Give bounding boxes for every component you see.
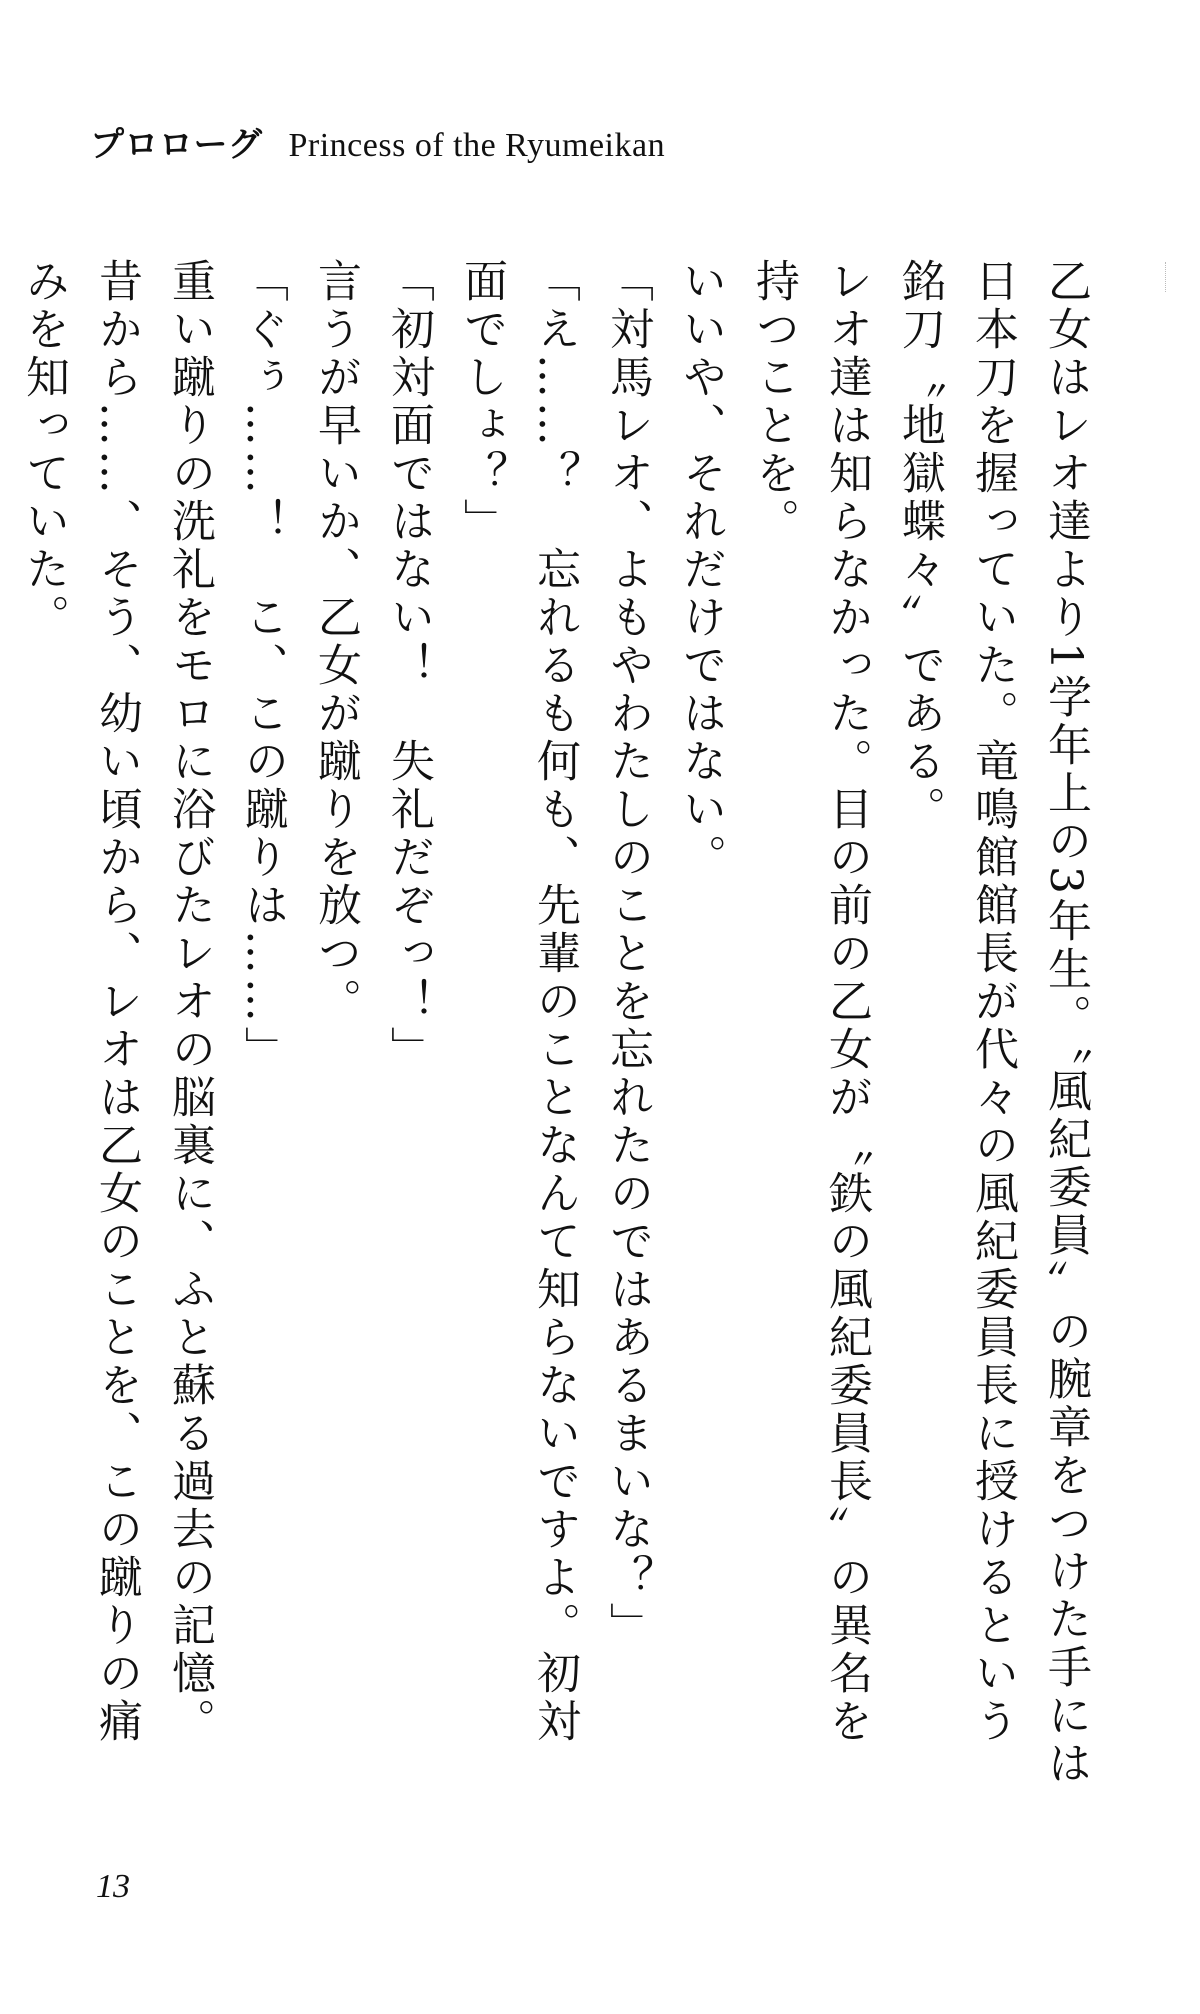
chapter-subtitle: Princess of the Ryumeikan: [288, 127, 666, 164]
running-header: [90, 125, 666, 165]
dialogue-line: [0, 258, 7, 1788]
paragraph: いいや、それだけではない。: [675, 258, 726, 882]
margin-mark: [1165, 262, 1176, 292]
paragraph: 言うが早いか、乙女が蹴りを放つ。: [310, 258, 361, 1026]
paragraph: レオ達は知らなかった。目の前の乙女が〝鉄の風紀委員長〟の異名を持つことを。: [748, 258, 872, 1746]
vertical-body-text: [18, 258, 1102, 1788]
chapter-label: プロローグ: [90, 125, 263, 165]
dialogue-line: 「対馬レオ、よもやわたしのことを忘れたのではあるまいな？」: [602, 258, 653, 1650]
paragraph: 昔から……、そう、幼い頃から、レオは乙女のことを、この蹴りの痛みを知っていた。: [18, 258, 142, 1746]
dialogue-line: 「ぐぅ……！ こ、この蹴りは……」: [237, 258, 288, 1074]
paragraph: 乙女はレオ達より1学年上の3年生。〝風紀委員〟の腕章をつけた手には日本刀を握っていた。竜鳴館館長が代々の風紀委員長に授けるという銘刀〝地獄蝶々〟である。: [894, 258, 1091, 1788]
dialogue-line: 「初対面ではない！ 失礼だぞっ！」: [383, 258, 434, 1074]
dialogue-line: 「え……？ 忘れるも何も、先輩のことなんて知らないですよ。初対面でしょ？」: [456, 258, 580, 1746]
page-number: 13: [96, 1868, 130, 1905]
paragraph: 重い蹴りの洗礼をモロに浴びたレオの脳裏に、ふと蘇る過去の記憶。: [164, 258, 215, 1746]
